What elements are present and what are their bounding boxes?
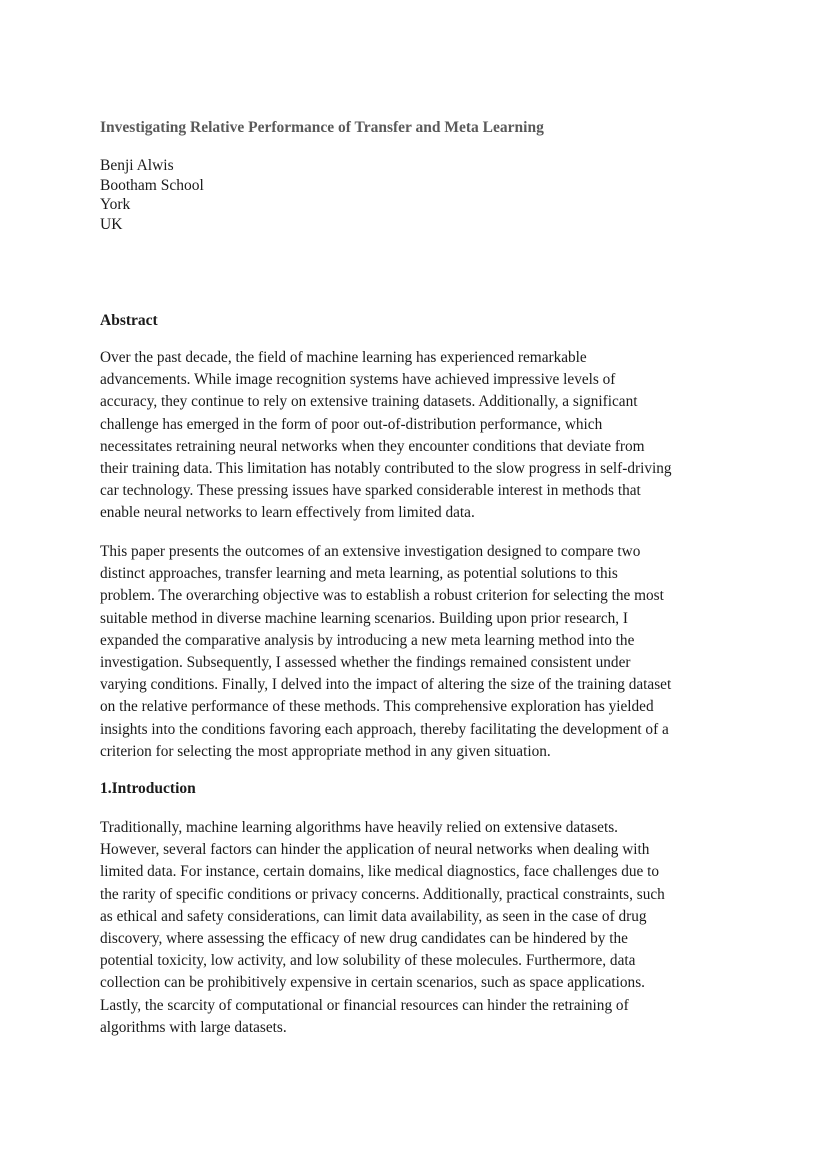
text-line: distinct approaches, transfer learning and meta learning, as potential solutions to this (100, 565, 618, 583)
text-line: problem. The overarching objective was to establish a robust criterion for selecting the most (100, 587, 664, 605)
text-line: on the relative performance of these methods. This comprehensive exploration has yielded (100, 698, 654, 716)
author-block (100, 156, 204, 234)
text-line: However, several factors can hinder the application of neural networks when dealing with (100, 841, 650, 859)
abstract-heading: Abstract (100, 312, 158, 329)
text-line: expanded the comparative analysis by introducing a new meta learning method into the (100, 631, 635, 649)
text-line: as ethical and safety considerations, can limit data availability, as seen in the case of drug (100, 907, 647, 925)
author-city: York (100, 196, 131, 213)
text-line: necessitates retraining neural networks when they encounter conditions that deviate from (100, 437, 645, 455)
text-line: discovery, where assessing the efficacy of new drug candidates can be hindered by the (100, 930, 628, 948)
text-line: car technology. These pressing issues have sparked considerable interest in methods that (100, 482, 641, 500)
text-line: enable neural networks to learn effectively from limited data. (100, 504, 475, 522)
text-line: This paper presents the outcomes of an extensive investigation designed to compare two (100, 543, 641, 560)
text-line: collection can be prohibitively expensive in certain scenarios, such as space applications. (100, 974, 645, 992)
text-line: their training data. This limitation has notably contributed to the slow progress in self-driving (100, 460, 672, 478)
text-line: potential toxicity, low activity, and low solubility of these molecules. Furthermore, data (100, 952, 636, 970)
text-line: Lastly, the scarcity of computational or financial resources can hinder the retraining of (100, 996, 629, 1014)
author-country: UK (100, 215, 123, 233)
text-line: challenge has emerged in the form of poor out-of-distribution performance, which (100, 415, 603, 433)
text-line: Over the past decade, the field of machine learning has experienced remarkable (100, 349, 587, 366)
text-line: Traditionally, machine learning algorithms have heavily relied on extensive datasets. (100, 819, 618, 836)
text-line: limited data. For instance, certain domains, like medical diagnostics, face challenges due to (100, 863, 660, 881)
text-line: criterion for selecting the most appropriate method in any given situation. (100, 742, 551, 760)
author-affiliation: Bootham School (100, 176, 204, 194)
text-line: algorithms with large datasets. (100, 1018, 287, 1036)
text-line: investigation. Subsequently, I assessed whether the findings remained consistent under (100, 654, 631, 672)
text-line: insights into the conditions favoring each approach, thereby facilitating the development of a (100, 720, 669, 738)
author-name: Benji Alwis (100, 157, 174, 174)
introduction-heading: 1.Introduction (100, 780, 196, 797)
text-line: the rarity of specific conditions or privacy concerns. Additionally, practical constraints, such (100, 885, 665, 903)
introduction-paragraph-1 (100, 817, 730, 1039)
abstract-paragraph-1 (100, 347, 730, 525)
text-line: suitable method in diverse machine learning scenarios. Building upon prior research, I (100, 609, 629, 627)
text-line: accuracy, they continue to rely on extensive training datasets. Additionally, a significant (100, 393, 638, 411)
text-line: varying conditions. Finally, I delved into the impact of altering the size of the training dataset (100, 676, 672, 694)
text-line: advancements. While image recognition systems have achieved impressive levels of (100, 371, 616, 389)
paper-title: Investigating Relative Performance of Transfer and Meta Learning (100, 119, 544, 136)
abstract-paragraph-2 (100, 541, 730, 763)
